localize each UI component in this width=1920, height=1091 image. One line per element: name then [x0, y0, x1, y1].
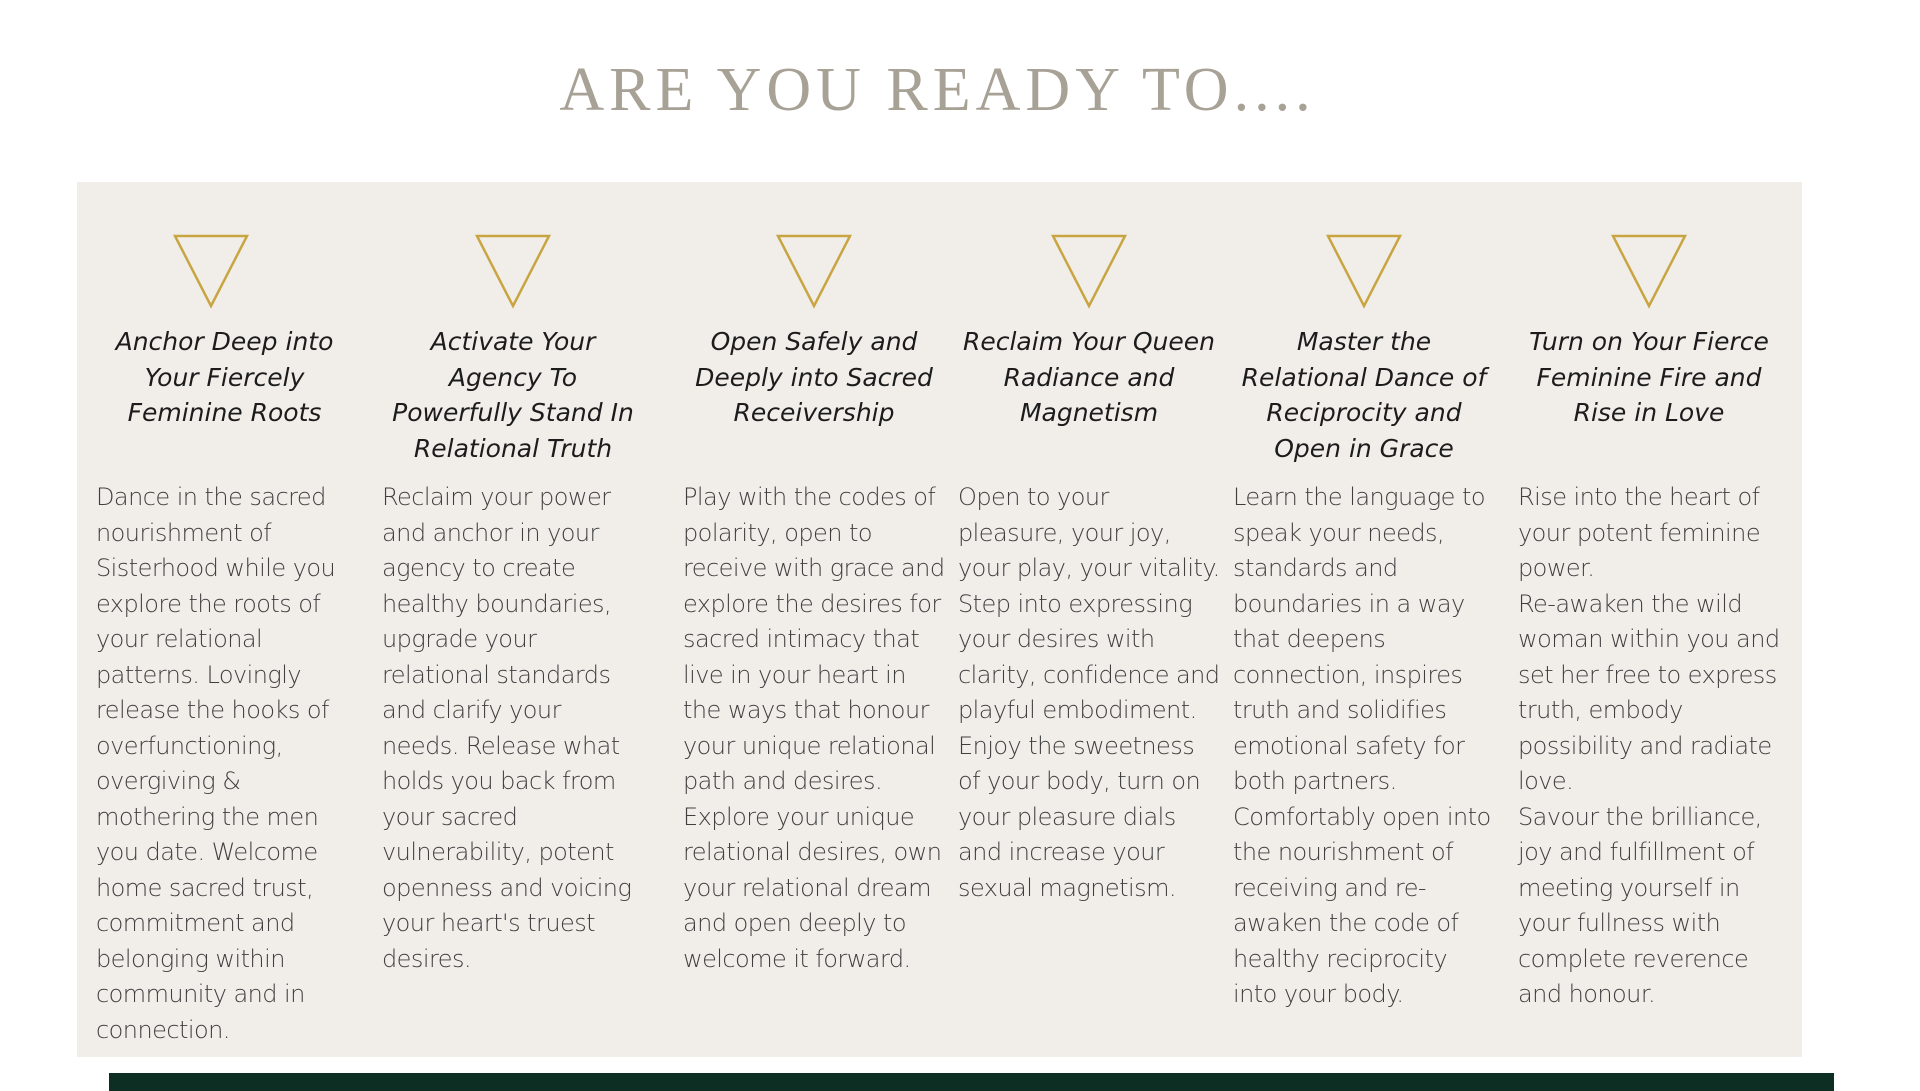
offering-title: Reclaim Your Queen Radiance and Magnetism [962, 327, 1216, 427]
gold-triangle-icon [172, 232, 250, 310]
offering-title: Master the Relational Dance of Reciprocity and Open in Grace [1241, 327, 1487, 463]
gold-triangle-icon [1325, 232, 1403, 310]
offering-description: Play with the codes of polarity, open to receive with grace and explore the desires for sacred intimacy that live in your heart in the ways that honour your unique relational path and desires. Explore your unique relational desires, own your relational dream and open deeply to welcome it forward. [683, 483, 945, 973]
offering-description: Learn the language to speak your needs, standards and boundaries in a way that deepens connection, inspires truth and solidifies emotional safety for both partners. Comfortably open into the nourishment of receiving and re-awaken the code of healthy reciprocity into your body. [1233, 483, 1491, 1008]
offering-description: Reclaim your power and anchor in your agency to create healthy boundaries, upgrade your relational standards and clarify your needs. Release what holds you back from your sacred vulnerability, potent openness and voicing your heart's truest desires. [382, 483, 632, 973]
footer-bar [109, 1073, 1834, 1091]
gold-triangle-icon [1610, 232, 1688, 310]
offering-description: Open to your pleasure, your joy, your play, your vitality. Step into expressing your desires with clarity, confidence and playful embodiment. Enjoy the sweetness of your body, turn on your pleasure dials and increase your sexual magnetism. [958, 483, 1220, 902]
offering-title: Anchor Deep into Your Fiercely Feminine Roots [115, 327, 334, 427]
offering-description: Dance in the sacred nourishment of Sisterhood while you explore the roots of your relational patterns. Lovingly release the hooks of overfunctioning, overgiving & mothering the men you date. Welcome home sacred trust, commitment and belonging within community and in connection. [96, 483, 336, 1044]
offering-description: Rise into the heart of your potent feminine power. Re-awaken the wild woman within you and set her free to express truth, embody possibility and radiate love. Savour the brilliance, joy and fulfillment of meeting yourself in your fullness with complete reverence and honour. [1518, 483, 1780, 1008]
gold-triangle-icon [775, 232, 853, 310]
offering-title: Open Safely and Deeply into Sacred Receivership [695, 327, 933, 427]
page-heading: ARE YOU READY TO.... [559, 56, 1316, 124]
offering-title: Turn on Your Fierce Feminine Fire and Rise in Love [1529, 327, 1769, 427]
offering-title: Activate Your Agency To Powerfully Stand In Relational Truth [392, 327, 634, 463]
gold-triangle-icon [474, 232, 552, 310]
gold-triangle-icon [1050, 232, 1128, 310]
